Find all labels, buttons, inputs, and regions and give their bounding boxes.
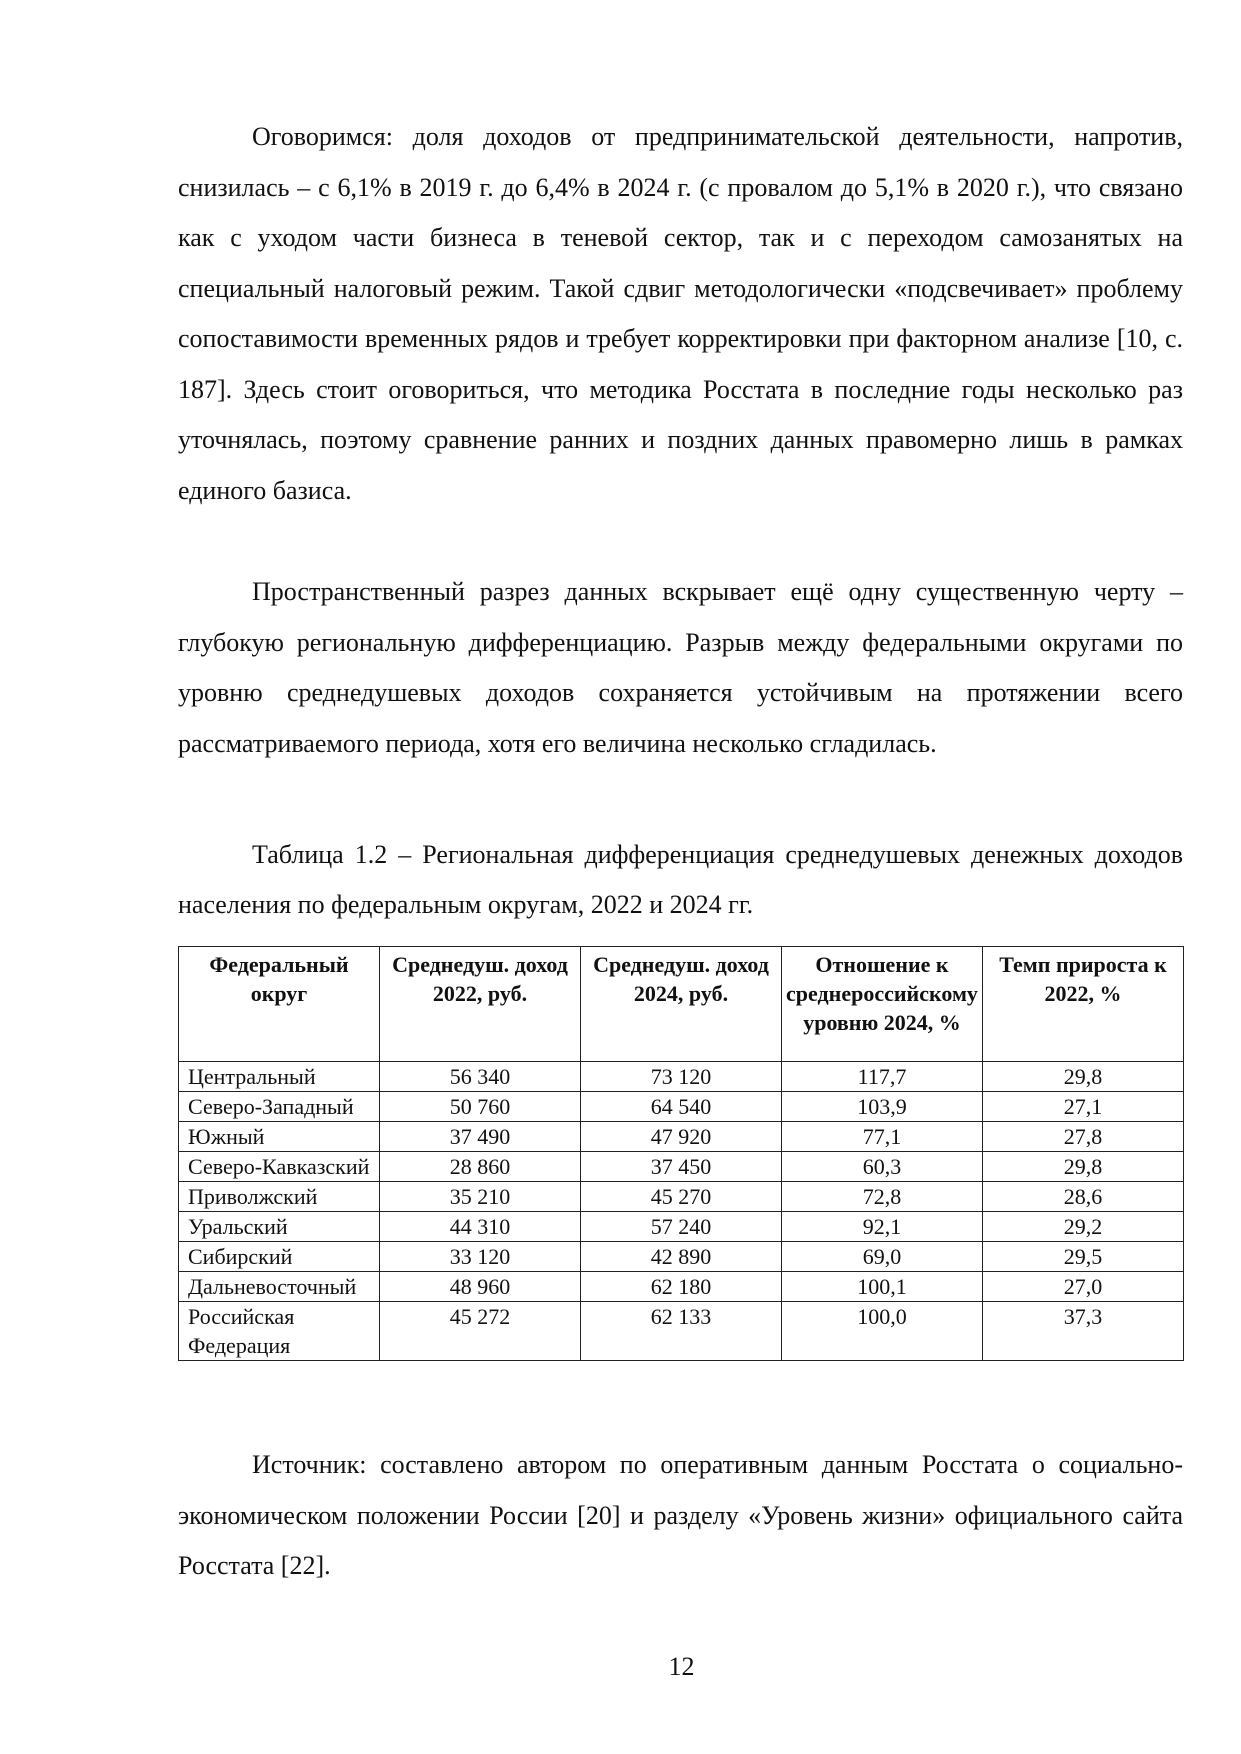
table-row xyxy=(179,1212,1184,1242)
table-row-total xyxy=(179,1302,1184,1361)
income-2024: 47 920 xyxy=(581,1122,782,1152)
header-ratio-to-average: Отношение к среднероссийскому уровню 2024, % xyxy=(782,947,983,1062)
header-income-2022: Среднедуш. доход 2022, руб. xyxy=(380,947,581,1062)
income-2024: 62 180 xyxy=(581,1272,782,1302)
income-2024: 64 540 xyxy=(581,1092,782,1122)
ratio-to-average: 117,7 xyxy=(782,1062,983,1092)
table-row xyxy=(179,1242,1184,1272)
growth-rate: 29,8 xyxy=(983,1152,1184,1182)
page-number: 12 xyxy=(668,1652,695,1681)
growth-rate: 28,6 xyxy=(983,1182,1184,1212)
table-caption: Таблица 1.2 – Региональная дифференциация среднедушевых денежных доходов населения по федеральным округам, 2022 и 2024 гг. xyxy=(178,840,1183,919)
ratio-to-average: 100,1 xyxy=(782,1272,983,1302)
income-2024: 42 890 xyxy=(581,1242,782,1272)
paragraph-entrepreneurial-income: Оговоримся: доля доходов от предпринимательской деятельности, напротив, снизилась – с 6,1% в 2019 г. до 6,4% в 2024 г. (с провалом до 5,1% в 2020 г.), что связано как с уходом части бизнеса в теневой сектор, так и с переходом самозанятых на специальный налоговый режим. Такой сдвиг методологически «подсвечивает» проблему сопоставимости временных рядов и требует корректировки при факторном анализе [10, с. 187]. Здесь стоит оговориться, что методика Росстата в последние годы несколько раз уточнялась, поэтому сравнение ранних и поздних данных правомерно лишь в рамках единого базиса. xyxy=(178,122,1183,505)
paragraph-regional-differentiation: Пространственный разрез данных вскрывает ещё одну существенную черту – глубокую региональную дифференциацию. Разрыв между федеральными округами по уровню среднедушевых доходов сохраняется устойчивым на протяжении всего рассматриваемого периода, хотя его величина несколько сгладилась. xyxy=(178,577,1183,758)
income-2022: 56 340 xyxy=(380,1062,581,1092)
income-2024: 37 450 xyxy=(581,1152,782,1182)
ratio-to-average: 72,8 xyxy=(782,1182,983,1212)
district-name: Сибирский xyxy=(179,1242,380,1272)
ratio-to-average: 103,9 xyxy=(782,1092,983,1122)
district-name: Южный xyxy=(179,1122,380,1152)
ratio-to-average: 60,3 xyxy=(782,1152,983,1182)
district-name: Приволжский xyxy=(179,1182,380,1212)
header-income-2024: Среднедуш. доход 2024, руб. xyxy=(581,947,782,1062)
district-name: Российская Федерация xyxy=(179,1302,380,1361)
table-row xyxy=(179,1092,1184,1122)
regional-income-table xyxy=(178,946,1184,1361)
ratio-to-average: 92,1 xyxy=(782,1212,983,1242)
growth-rate: 27,1 xyxy=(983,1092,1184,1122)
income-2022: 50 760 xyxy=(380,1092,581,1122)
income-2024: 62 133 xyxy=(581,1302,782,1361)
growth-rate: 27,8 xyxy=(983,1122,1184,1152)
income-2022: 33 120 xyxy=(380,1242,581,1272)
income-2024: 57 240 xyxy=(581,1212,782,1242)
growth-rate: 29,8 xyxy=(983,1062,1184,1092)
income-2022: 35 210 xyxy=(380,1182,581,1212)
header-growth-rate: Темп прироста к 2022, % xyxy=(983,947,1184,1062)
income-2022: 28 860 xyxy=(380,1152,581,1182)
table-row xyxy=(179,1182,1184,1212)
income-2022: 48 960 xyxy=(380,1272,581,1302)
ratio-to-average: 77,1 xyxy=(782,1122,983,1152)
table-header-row xyxy=(179,947,1184,1062)
income-2022: 44 310 xyxy=(380,1212,581,1242)
ratio-to-average: 69,0 xyxy=(782,1242,983,1272)
growth-rate: 37,3 xyxy=(983,1302,1184,1361)
income-2022: 37 490 xyxy=(380,1122,581,1152)
ratio-to-average: 100,0 xyxy=(782,1302,983,1361)
district-name: Дальневосточный xyxy=(179,1272,380,1302)
growth-rate: 29,5 xyxy=(983,1242,1184,1272)
district-name: Уральский xyxy=(179,1212,380,1242)
table-row xyxy=(179,1272,1184,1302)
district-name: Северо-Западный xyxy=(179,1092,380,1122)
growth-rate: 27,0 xyxy=(983,1272,1184,1302)
growth-rate: 29,2 xyxy=(983,1212,1184,1242)
district-name: Северо-Кавказский xyxy=(179,1152,380,1182)
header-federal-district: Федеральный округ xyxy=(179,947,380,1062)
table-source-note: Источник: составлено автором по оперативным данным Росстата о социально-экономическом положении России [20] и разделу «Уровень жизни» официального сайта Росстата [22]. xyxy=(178,1450,1183,1580)
income-2024: 45 270 xyxy=(581,1182,782,1212)
table-row xyxy=(179,1122,1184,1152)
table-row xyxy=(179,1152,1184,1182)
table-row xyxy=(179,1062,1184,1092)
district-name: Центральный xyxy=(179,1062,380,1092)
income-2022: 45 272 xyxy=(380,1302,581,1361)
income-2024: 73 120 xyxy=(581,1062,782,1092)
